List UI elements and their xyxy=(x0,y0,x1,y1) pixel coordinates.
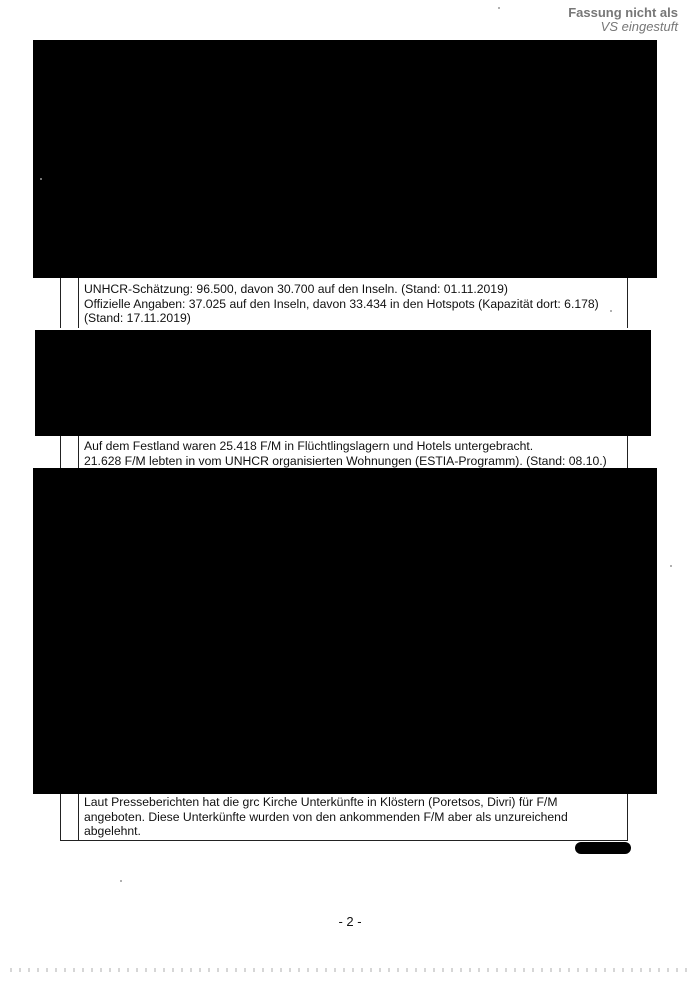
column-divider xyxy=(78,436,79,468)
redaction-block xyxy=(35,330,651,436)
islands-text xyxy=(84,282,599,326)
scan-speck xyxy=(40,178,42,180)
scan-speck xyxy=(498,7,500,9)
text-line: UNHCR-Schätzung: 96.500, davon 30.700 auf den Inseln. (Stand: 01.11.2019) xyxy=(84,282,508,296)
text-line: (Stand: 17.11.2019) xyxy=(84,311,191,325)
text-line: Laut Presseberichten hat die grc Kirche Unterkünfte in Klöstern (Poretsos, Divri) für F/M xyxy=(84,795,558,809)
redaction-block xyxy=(33,40,657,278)
column-divider xyxy=(78,278,79,328)
scan-artifact-line xyxy=(10,968,690,972)
scan-speck xyxy=(670,565,672,567)
stamp-line-2: VS eingestuft xyxy=(600,19,678,34)
text-line: angeboten. Diese Unterkünfte wurden von den ankommenden F/M aber als unzureichend xyxy=(84,809,568,824)
church-text xyxy=(84,795,568,839)
redaction-block xyxy=(33,468,657,794)
scan-speck xyxy=(120,880,122,882)
column-divider xyxy=(78,794,79,840)
page-number: - 2 - xyxy=(338,914,362,929)
classification-stamp xyxy=(528,6,678,34)
text-line: Auf dem Festland waren 25.418 F/M in Flüchtlingslagern und Hotels untergebracht. xyxy=(84,439,534,453)
redaction-block xyxy=(575,842,631,854)
text-line: abgelehnt. xyxy=(84,824,141,838)
text-line: 21.628 F/M lebten in vom UNHCR organisierten Wohnungen (ESTIA-Programm). (Stand: 08.10.) xyxy=(84,453,607,468)
text-line: Offizielle Angaben: 37.025 auf den Inseln, davon 33.434 in den Hotspots (Kapazität dort: 6.178) xyxy=(84,296,599,311)
mainland-text xyxy=(84,439,607,468)
scan-speck xyxy=(610,310,612,312)
stamp-line-1: Fassung nicht als xyxy=(568,5,678,20)
